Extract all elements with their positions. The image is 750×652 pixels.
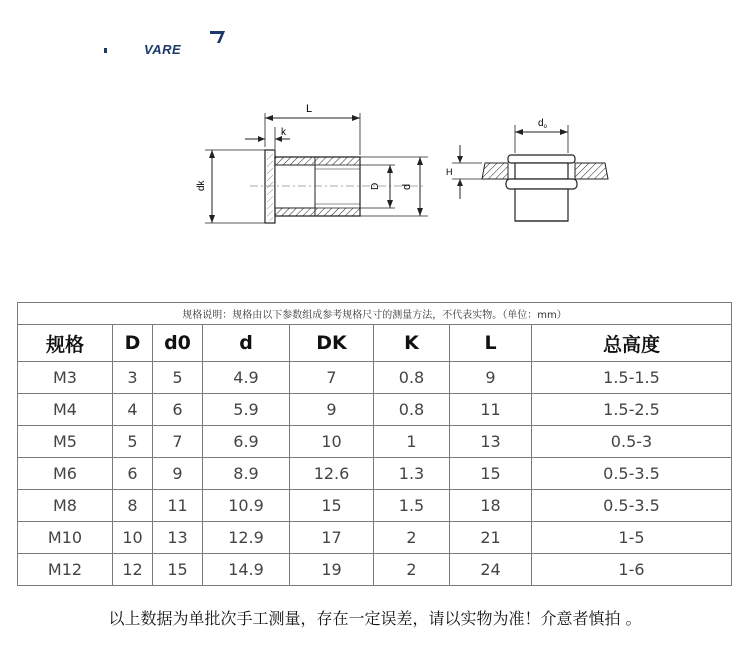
table-cell: M8	[18, 490, 113, 522]
table-cell: 2	[374, 522, 450, 554]
table-cell: 14.9	[203, 554, 290, 586]
header-L: L	[450, 325, 532, 362]
header-spec: 规格	[18, 325, 113, 362]
brand-dot	[104, 48, 107, 53]
H-label: H	[446, 167, 453, 177]
table-cell: 0.5-3	[532, 426, 732, 458]
d-label: d	[401, 183, 413, 190]
table-cell: 12	[113, 554, 153, 586]
table-cell: 9	[153, 458, 203, 490]
rivet-nut-drawing	[190, 95, 620, 245]
table-cell: 4	[113, 394, 153, 426]
table-cell: M4	[18, 394, 113, 426]
table-cell: 19	[290, 554, 374, 586]
table-cell: 7	[290, 362, 374, 394]
spec-table	[17, 302, 732, 586]
table-cell: 0.8	[374, 394, 450, 426]
d0-label: $d_o$	[538, 118, 547, 130]
table-cell: M5	[18, 426, 113, 458]
header-total-height: 总高度	[532, 325, 732, 362]
header-D: D	[113, 325, 153, 362]
table-note: 规格说明：规格由以下参数组成参考规格尺寸的测量方法，不代表实物。（单位：mm）	[18, 303, 732, 325]
table-cell: 1.5-2.5	[532, 394, 732, 426]
table-cell: 0.5-3.5	[532, 458, 732, 490]
table-row	[18, 554, 732, 586]
table-cell: 1.3	[374, 458, 450, 490]
table-row	[18, 522, 732, 554]
table-cell: 15	[450, 458, 532, 490]
L-label: L	[305, 103, 313, 115]
table-cell: 1	[374, 426, 450, 458]
table-cell: 6	[113, 458, 153, 490]
table-cell: 2	[374, 554, 450, 586]
brand-logo-icon	[208, 30, 226, 44]
side-view	[196, 103, 428, 223]
table-cell: 8.9	[203, 458, 290, 490]
table-cell: 5	[113, 426, 153, 458]
header-DK: DK	[290, 325, 374, 362]
table-cell: 6	[153, 394, 203, 426]
table-cell: 9	[450, 362, 532, 394]
table-cell: 17	[290, 522, 374, 554]
header-d0: d0	[153, 325, 203, 362]
dk-label: dk	[196, 180, 207, 191]
table-cell: 11	[450, 394, 532, 426]
footer-disclaimer: 以上数据为单批次手工测量，存在一定误差，请以实物为准！介意者慎拍 。	[108, 609, 642, 628]
table-cell: M6	[18, 458, 113, 490]
table-header-row	[18, 325, 732, 362]
table-cell: 10	[113, 522, 153, 554]
D-label: D	[370, 182, 381, 190]
table-cell: 1.5-1.5	[532, 362, 732, 394]
table-cell: M3	[18, 362, 113, 394]
table-cell: 24	[450, 554, 532, 586]
k-label: k	[281, 127, 286, 138]
table-row	[18, 490, 732, 522]
table-row	[18, 426, 732, 458]
table-cell: 12.9	[203, 522, 290, 554]
brand-logo	[104, 30, 234, 60]
table-cell: 5.9	[203, 394, 290, 426]
table-cell: 15	[153, 554, 203, 586]
brand-text: VARE	[144, 42, 182, 57]
table-row	[18, 362, 732, 394]
table-cell: 3	[113, 362, 153, 394]
table-cell: 0.5-3.5	[532, 490, 732, 522]
table-cell: 18	[450, 490, 532, 522]
table-cell: 0.8	[374, 362, 450, 394]
table-cell: 1-6	[532, 554, 732, 586]
table-cell: 7	[153, 426, 203, 458]
table-cell: 1.5	[374, 490, 450, 522]
table-cell: 12.6	[290, 458, 374, 490]
table-cell: 13	[450, 426, 532, 458]
header-K: K	[374, 325, 450, 362]
header-d: d	[203, 325, 290, 362]
table-cell: 10	[290, 426, 374, 458]
table-cell: 13	[153, 522, 203, 554]
table-row	[18, 458, 732, 490]
table-cell: 15	[290, 490, 374, 522]
table-cell: 8	[113, 490, 153, 522]
table-cell: 5	[153, 362, 203, 394]
installed-view	[446, 118, 608, 221]
table-cell: M10	[18, 522, 113, 554]
table-row	[18, 394, 732, 426]
table-cell: 4.9	[203, 362, 290, 394]
table-cell: 9	[290, 394, 374, 426]
table-cell: 21	[450, 522, 532, 554]
table-cell: M12	[18, 554, 113, 586]
table-cell: 6.9	[203, 426, 290, 458]
table-cell: 1-5	[532, 522, 732, 554]
table-cell: 10.9	[203, 490, 290, 522]
table-cell: 11	[153, 490, 203, 522]
